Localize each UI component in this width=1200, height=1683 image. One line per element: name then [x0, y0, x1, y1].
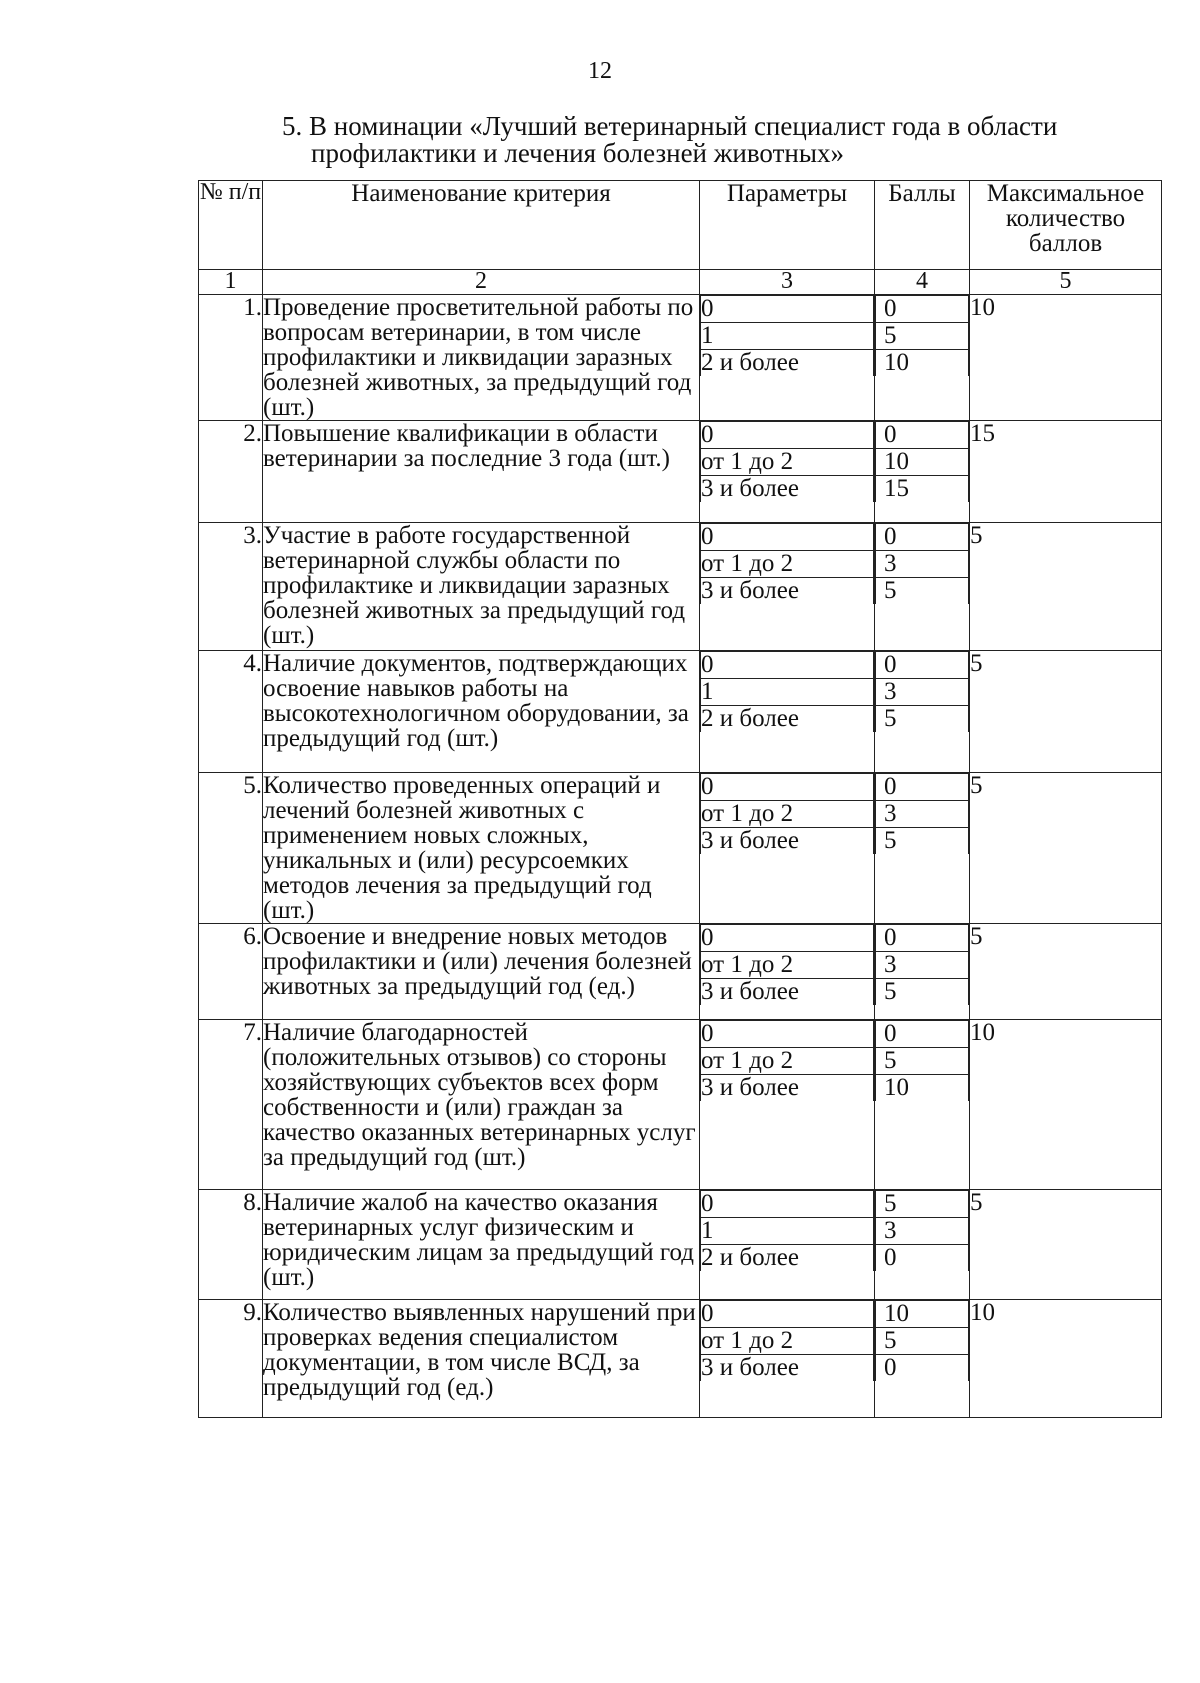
parameter-value: 1: [701, 1218, 874, 1245]
row-number: 9.: [199, 1300, 263, 1418]
points-value: 0: [876, 1355, 969, 1382]
points-list: [875, 523, 969, 604]
points-value: 10: [876, 350, 969, 377]
parameter-value: 0: [701, 1301, 874, 1328]
points-list: [875, 924, 969, 1005]
table-row: [199, 651, 1162, 773]
points-cell: [875, 421, 970, 523]
parameter-list: [700, 773, 874, 854]
criterion-name: Наличие жалоб на качество оказания ветеринарных услуг физическим и юридическим лицам за предыдущий год (шт.): [263, 1190, 700, 1300]
parameter-cell: [700, 1020, 875, 1190]
column-number-row: [199, 270, 1162, 295]
parameter-cell: [700, 295, 875, 421]
points-cell: [875, 523, 970, 651]
max-points: 5: [970, 523, 1162, 651]
parameter-value: 3 и более: [701, 828, 874, 855]
points-value: 3: [876, 801, 969, 828]
parameter-value: 3 и более: [701, 476, 874, 503]
points-value: 3: [876, 1218, 969, 1245]
parameter-value: 1: [701, 679, 874, 706]
points-value: 5: [876, 706, 969, 733]
parameter-value: 2 и более: [701, 1245, 874, 1272]
column-number: 3: [700, 270, 875, 295]
points-value: 0: [876, 1021, 969, 1048]
column-number: 2: [263, 270, 700, 295]
table-row: [199, 1020, 1162, 1190]
criterion-name: Проведение просветительной работы по вопросам ветеринарии, в том числе профилактики и ликвидации заразных болезней животных, за предыдущий год (шт.): [263, 295, 700, 421]
header-row: [199, 181, 1162, 270]
parameter-value: 0: [701, 422, 874, 449]
parameter-value: 0: [701, 524, 874, 551]
max-points: 5: [970, 1190, 1162, 1300]
header-max: Максимальное количество баллов: [970, 181, 1162, 270]
parameter-list: [700, 421, 874, 502]
row-number: 4.: [199, 651, 263, 773]
section-heading-line-1: 5. В номинации «Лучший ветеринарный специалист года в области: [282, 111, 1058, 141]
points-value: 0: [876, 774, 969, 801]
points-cell: [875, 295, 970, 421]
parameter-value: 3 и более: [701, 1355, 874, 1382]
max-points: 5: [970, 924, 1162, 1020]
points-cell: [875, 773, 970, 924]
table-row: [199, 1300, 1162, 1418]
criteria-table: [198, 180, 1162, 1418]
column-number: 5: [970, 270, 1162, 295]
parameter-value: 3 и более: [701, 1075, 874, 1102]
max-points: 10: [970, 1020, 1162, 1190]
points-cell: [875, 1300, 970, 1418]
points-value: 10: [876, 449, 969, 476]
points-list: [875, 1190, 969, 1271]
parameter-value: от 1 до 2: [701, 952, 874, 979]
criterion-name: Количество проведенных операций и лечений болезней животных с применением новых сложных, уникальных и (или) ресурсоемких методов лечения за предыдущий год (шт.): [263, 773, 700, 924]
row-number: 1.: [199, 295, 263, 421]
points-value: 10: [876, 1301, 969, 1328]
points-value: 3: [876, 952, 969, 979]
points-value: 3: [876, 679, 969, 706]
table-row: [199, 523, 1162, 651]
parameter-value: 2 и более: [701, 706, 874, 733]
criterion-name: Наличие документов, подтверждающих освоение навыков работы на высокотехнологичном оборудовании, за предыдущий год (шт.): [263, 651, 700, 773]
max-points: 5: [970, 651, 1162, 773]
points-list: [875, 1300, 969, 1381]
points-value: 5: [876, 1048, 969, 1075]
points-value: 0: [876, 652, 969, 679]
points-value: 5: [876, 828, 969, 855]
parameter-value: 0: [701, 774, 874, 801]
criterion-name: Наличие благодарностей (положительных отзывов) со стороны хозяйствующих субъектов всех форм собственности и (или) граждан за качество оказанных ветеринарных услуг за предыдущий год (шт.): [263, 1020, 700, 1190]
points-list: [875, 651, 969, 732]
column-number: 4: [875, 270, 970, 295]
points-value: 0: [876, 925, 969, 952]
parameter-list: [700, 1190, 874, 1271]
criterion-name: Повышение квалификации в области ветеринарии за последние 3 года (шт.): [263, 421, 700, 523]
max-points: 5: [970, 773, 1162, 924]
table-row: [199, 773, 1162, 924]
parameter-value: от 1 до 2: [701, 449, 874, 476]
points-value: 5: [876, 578, 969, 605]
parameter-list: [700, 924, 874, 1005]
points-value: 15: [876, 476, 969, 503]
header-points: Баллы: [875, 181, 970, 270]
parameter-list: [700, 1300, 874, 1381]
section-heading: [282, 113, 1142, 167]
parameter-value: от 1 до 2: [701, 801, 874, 828]
parameter-value: 0: [701, 1191, 874, 1218]
table-row: [199, 1190, 1162, 1300]
header-criterion: Наименование критерия: [263, 181, 700, 270]
table-row: [199, 924, 1162, 1020]
points-value: 3: [876, 551, 969, 578]
points-value: 5: [876, 323, 969, 350]
parameter-list: [700, 523, 874, 604]
points-value: 0: [876, 1245, 969, 1272]
row-number: 8.: [199, 1190, 263, 1300]
row-number: 2.: [199, 421, 263, 523]
parameter-cell: [700, 1190, 875, 1300]
table-row: [199, 295, 1162, 421]
max-points: 10: [970, 295, 1162, 421]
points-value: 0: [876, 422, 969, 449]
points-list: [875, 1020, 969, 1101]
parameter-cell: [700, 651, 875, 773]
page-number: 12: [588, 58, 612, 84]
section-heading-line-2: профилактики и лечения болезней животных»: [311, 138, 844, 168]
points-value: 0: [876, 296, 969, 323]
parameter-value: от 1 до 2: [701, 1328, 874, 1355]
parameter-value: 3 и более: [701, 578, 874, 605]
parameter-value: 3 и более: [701, 979, 874, 1006]
parameter-cell: [700, 1300, 875, 1418]
max-points: 10: [970, 1300, 1162, 1418]
parameter-list: [700, 1020, 874, 1101]
parameter-value: 0: [701, 652, 874, 679]
row-number: 5.: [199, 773, 263, 924]
points-cell: [875, 651, 970, 773]
points-list: [875, 421, 969, 502]
column-number: 1: [199, 270, 263, 295]
parameter-value: 0: [701, 1021, 874, 1048]
max-points: 15: [970, 421, 1162, 523]
parameter-value: 2 и более: [701, 350, 874, 377]
criterion-name: Участие в работе государственной ветеринарной службы области по профилактике и ликвидации заразных болезней животных за предыдущий год (шт.): [263, 523, 700, 651]
parameter-list: [700, 295, 874, 376]
row-number: 3.: [199, 523, 263, 651]
criterion-name: Количество выявленных нарушений при проверках ведения специалистом документации, в том числе ВСД, за предыдущий год (ед.): [263, 1300, 700, 1418]
parameter-cell: [700, 773, 875, 924]
points-cell: [875, 924, 970, 1020]
table-row: [199, 421, 1162, 523]
header-parameters: Параметры: [700, 181, 875, 270]
points-list: [875, 295, 969, 376]
points-cell: [875, 1190, 970, 1300]
points-value: 0: [876, 524, 969, 551]
points-value: 5: [876, 1191, 969, 1218]
points-value: 10: [876, 1075, 969, 1102]
parameter-value: 0: [701, 925, 874, 952]
table-body: [199, 295, 1162, 1418]
points-list: [875, 773, 969, 854]
parameter-value: 0: [701, 296, 874, 323]
parameter-list: [700, 651, 874, 732]
header-number: № п/п: [199, 181, 263, 270]
points-cell: [875, 1020, 970, 1190]
parameter-value: от 1 до 2: [701, 1048, 874, 1075]
points-value: 5: [876, 1328, 969, 1355]
row-number: 7.: [199, 1020, 263, 1190]
parameter-cell: [700, 421, 875, 523]
row-number: 6.: [199, 924, 263, 1020]
criterion-name: Освоение и внедрение новых методов профилактики и (или) лечения болезней животных за предыдущий год (ед.): [263, 924, 700, 1020]
parameter-value: 1: [701, 323, 874, 350]
parameter-cell: [700, 924, 875, 1020]
parameter-cell: [700, 523, 875, 651]
points-value: 5: [876, 979, 969, 1006]
parameter-value: от 1 до 2: [701, 551, 874, 578]
